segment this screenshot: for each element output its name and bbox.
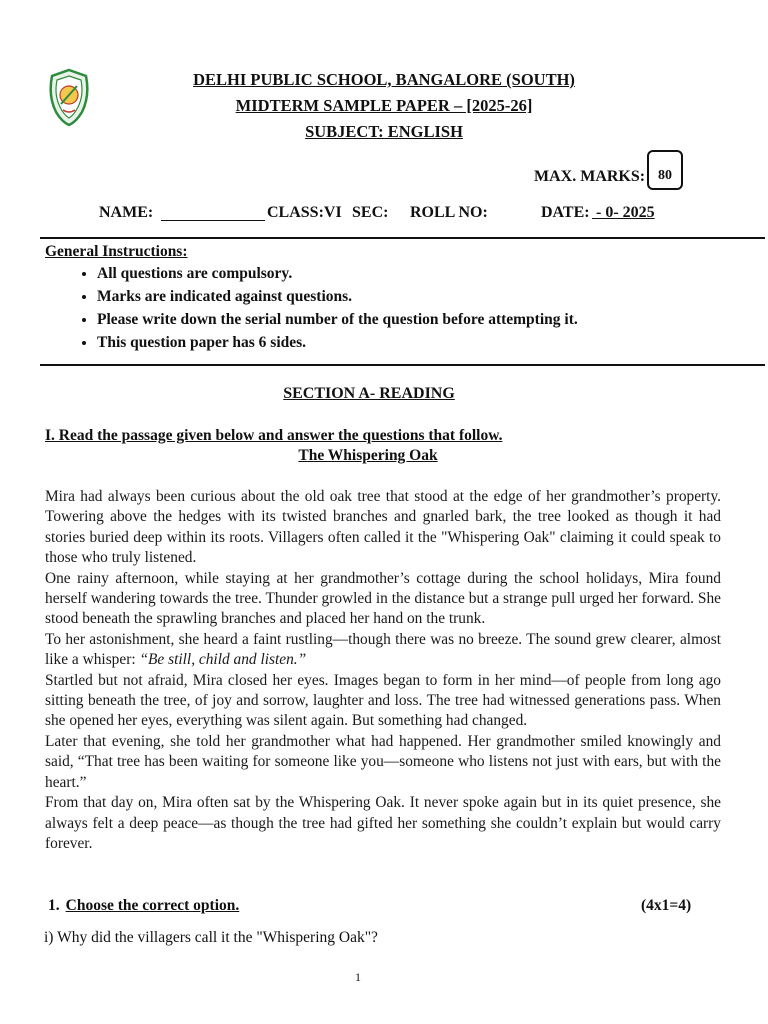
passage-paragraph: From that day on, Mira often sat by the Whispering Oak. It never spoke again but in its quiet presence, she always felt a deep peace—as though the tree had gifted her something she couldn’t explain but would carry forever. [45, 794, 721, 852]
top-rule [40, 237, 765, 239]
whisper-quote: “Be still, child and listen.” [139, 651, 307, 669]
name-blank[interactable] [161, 206, 265, 226]
passage-paragraph: One rainy afternoon, while staying at her grandmother’s cottage during the school holidays, Mira found herself wandering towards the tree. Thunder growled in the distance but a strange pull urged her forward. She stood beneath the sprawling branches and placed her hand on the trunk. [45, 569, 721, 628]
paper-title: MIDTERM SAMPLE PAPER – [2025-26] [235, 96, 533, 115]
question-marks: (4x1=4) [641, 897, 692, 914]
instruction-item: • All questions are compulsory. [97, 264, 745, 284]
roll-label: ROLL NO: [410, 204, 488, 221]
max-marks-label: MAX. MARKS: [534, 168, 646, 185]
name-label: NAME: [99, 204, 154, 221]
instructions-title: General Instructions: [45, 243, 188, 260]
date-value: - 0- 2025 [592, 204, 655, 221]
date-label: DATE: [541, 204, 590, 221]
question-number: 1. [48, 897, 60, 914]
passage-text: To her astonishment, she heard a faint rustling—though there was no breeze. The sound grew clearer, almost like a whisper: [45, 630, 721, 669]
subject-title: SUBJECT: ENGLISH [305, 122, 463, 141]
max-marks-box [647, 150, 683, 190]
instruction-item: • This question paper has 6 sides. [97, 333, 745, 353]
passage-paragraph [45, 630, 721, 671]
question-heading: I. Read the passage given below and answer the questions that follow. [45, 427, 503, 444]
instruction-item: • Marks are indicated against questions. [97, 287, 745, 307]
passage-title: The Whispering Oak [298, 447, 438, 464]
general-instructions [45, 243, 745, 356]
section-heading: SECTION A- READING [283, 385, 455, 402]
question-1 [48, 897, 239, 915]
passage-paragraph: Mira had always been curious about the old oak tree that stood at the edge of her grandmother’s property. Towering above the hedges with its twisted branches and gnarled bark, the tree looked as though it had stories buried deep within its roots. Villagers often called it the "Whispering Oak" claiming it could speak to those who truly listened. [45, 488, 721, 567]
passage-paragraph: Startled but not afraid, Mira closed her eyes. Images began to form in her mind—of people from long ago sitting beneath the tree, of joy and sorrow, laughter and loss. The tree had witnessed generations pass. When she opened her eyes, everything was silent again. But something had changed. [45, 671, 721, 730]
question-text: Choose the correct option. [65, 897, 240, 914]
sec-label: SEC: [352, 204, 389, 221]
class-label: CLASS:VI [267, 204, 342, 221]
instructions-rule [40, 364, 765, 366]
reading-passage [45, 487, 721, 854]
instruction-item: • Please write down the serial number of the question before attempting it. [97, 310, 745, 330]
passage-paragraph: Later that evening, she told her grandmother what had happened. Her grandmother smiled knowingly and said, “That tree has been waiting for someone like you—someone who listens not just with ears, but with the heart.” [45, 732, 721, 791]
page-number: 1 [355, 970, 361, 984]
sub-question-i: i) Why did the villagers call it the "Whispering Oak"? [44, 929, 378, 946]
max-marks-value: 80 [658, 168, 672, 183]
instructions-list [45, 264, 745, 353]
school-name: DELHI PUBLIC SCHOOL, BANGALORE (SOUTH) [193, 70, 575, 89]
